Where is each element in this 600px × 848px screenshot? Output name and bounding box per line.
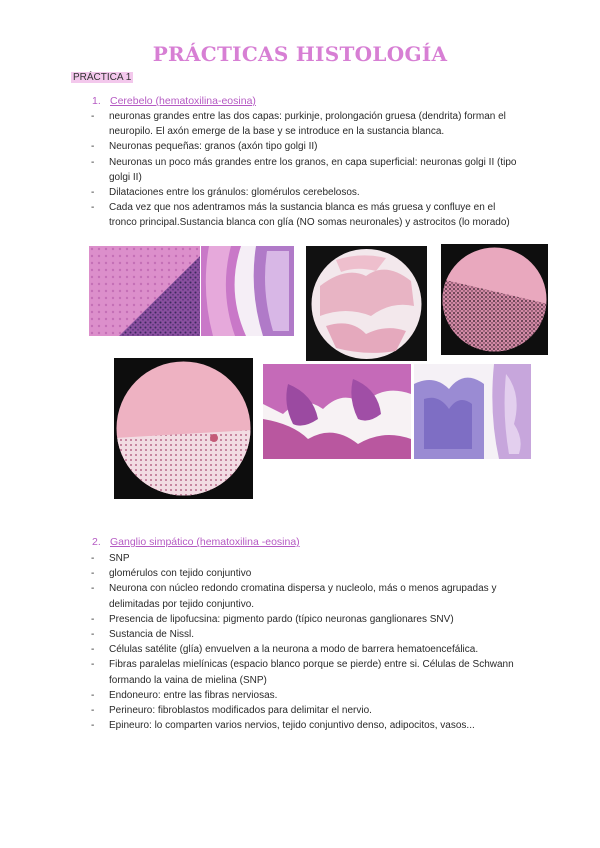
list-item: - Dilataciones entre los gránulos: glomérulos cerebelosos. — [91, 185, 521, 200]
page-title: PRÁCTICAS HISTOLOGÍA — [152, 42, 448, 66]
section-2-heading — [92, 536, 300, 548]
list-item: - Presencia de lipofucsina: pigmento pardo (típico neuronas ganglionares SNV) — [91, 612, 521, 627]
list-item: - Fibras paralelas mielínicas (espacio blanco porque se pierde) entre si. Células de Schwann formando la vaina de mielina (SNP) — [91, 657, 521, 687]
practica-label: PRÁCTICA 1 — [73, 72, 132, 83]
list-item: - Células satélite (glía) envuelven a la neurona a modo de barrera hematoencefálica. — [91, 642, 521, 657]
section-1-number: 1. — [92, 95, 101, 107]
cerebellum-granular-layer-micrograph — [89, 246, 200, 336]
cerebellum-circular-field-molecular — [114, 358, 253, 499]
list-item: - Sustancia de Nissl. — [91, 627, 521, 642]
cerebellum-folia-pink-panorama — [263, 364, 411, 459]
list-item: - Neuronas un poco más grandes entre los granos, en capa superficial: neuronas golgi II (tipo golgi II) — [91, 155, 521, 185]
section-2-title: Ganglio simpático (hematoxilina -eosina) — [110, 536, 300, 548]
section-1-list — [91, 109, 521, 231]
section-1-heading — [92, 95, 256, 107]
cerebellum-circular-field-pale — [306, 246, 427, 361]
list-item: - Neuronas pequeñas: granos (axón tipo golgi II) — [91, 139, 521, 154]
list-item: - Epineuro: lo comparten varios nervios, tejido conjuntivo denso, adipocitos, vasos... — [91, 718, 521, 733]
list-item: - SNP — [91, 551, 521, 566]
list-item: - glomérulos con tejido conjuntivo — [91, 566, 521, 581]
list-item: - Cada vez que nos adentramos más la sustancia blanca es más gruesa y confluye en el tronco principal.Sustancia blanca con glía (NO somas neuronales) y astrocitos (lo morado) — [91, 200, 521, 230]
list-item: - neuronas grandes entre las dos capas: purkinje, prolongación gruesa (dendrita) forman el neuropilo. El axón emerge de la base y se introduce en la sustancia blanca. — [91, 109, 521, 139]
section-2-list — [91, 551, 521, 733]
list-item: - Neurona con núcleo redondo cromatina dispersa y nucleolo, más o menos agrupadas y delimitadas por tejido conjuntivo. — [91, 581, 521, 611]
list-item: - Endoneuro: entre las fibras nerviosas. — [91, 688, 521, 703]
cerebellum-folia-low-magnification — [201, 246, 294, 336]
list-item: - Perineuro: fibroblastos modificados para delimitar el nervio. — [91, 703, 521, 718]
section-2-number: 2. — [92, 536, 101, 548]
cerebellum-circular-field-granular — [441, 244, 548, 355]
section-1-title: Cerebelo (hematoxilina-eosina) — [110, 95, 256, 107]
cerebellum-folia-purple-panorama — [414, 364, 531, 459]
